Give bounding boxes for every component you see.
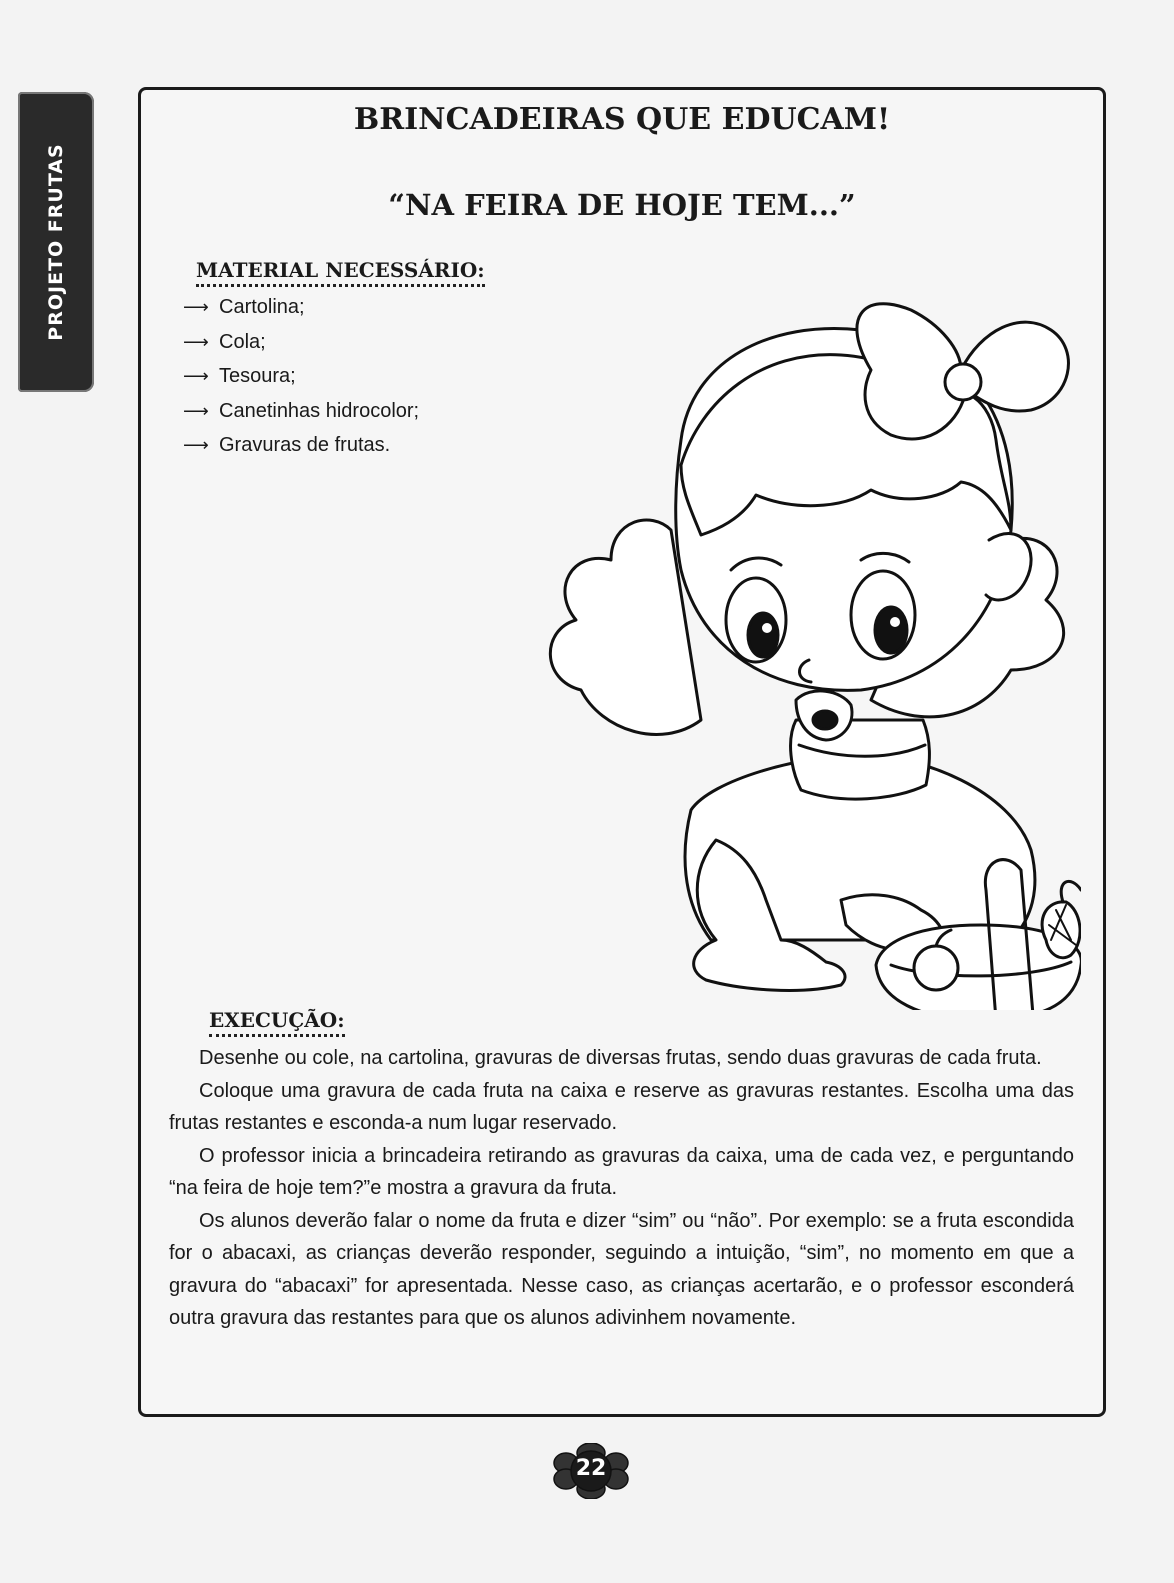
execution-text [169, 1042, 1074, 1335]
execution-paragraph: O professor inicia a brincadeira retirando as gravuras da caixa, uma de cada vez, e perguntando “na feira de hoje tem?”e mostra a gravura da fruta. [169, 1144, 1074, 1199]
arrow-right-icon: ⟶ [183, 435, 209, 455]
material-label: Cartolina; [219, 296, 305, 318]
list-item [183, 290, 419, 325]
material-label: Cola; [219, 330, 266, 353]
material-label: Tesoura; [219, 365, 296, 387]
list-item [183, 325, 419, 360]
side-tab-label: PROJETO FRUTAS [45, 143, 67, 341]
execution-heading: EXECUÇÃO: [209, 1008, 345, 1037]
material-label: Canetinhas hidrocolor; [219, 399, 420, 422]
side-tab [18, 92, 94, 392]
activity-title: “NA FEIRA DE HOJE TEM...” [388, 188, 856, 222]
execution-paragraph: Coloque uma gravura de cada fruta na caixa e reserve as gravuras restantes. Escolha uma das frutas restantes e esconda-a num lugar reservado. [169, 1079, 1074, 1134]
arrow-right-icon: ⟶ [183, 297, 209, 317]
page-title: BRINCADEIRAS QUE EDUCAM! [353, 102, 891, 137]
materials-heading: MATERIAL NECESSÁRIO: [196, 258, 485, 287]
list-item [183, 394, 419, 429]
activity-frame [138, 87, 1106, 1417]
list-item [183, 359, 419, 394]
list-item [183, 428, 419, 463]
page-number: 22 [575, 1456, 607, 1481]
girl-with-fruit-basket-illustration [541, 250, 1081, 1010]
materials-list [183, 290, 419, 463]
arrow-right-icon: ⟶ [183, 400, 209, 421]
execution-paragraph: Desenhe ou cole, na cartolina, gravuras de diversas frutas, sendo duas gravuras de cada fruta. [199, 1047, 1042, 1069]
arrow-right-icon: ⟶ [183, 366, 209, 386]
arrow-right-icon: ⟶ [183, 331, 209, 352]
execution-paragraph: Os alunos deverão falar o nome da fruta e dizer “sim” ou “não”. Por exemplo: se a fruta escondida for o abacaxi, as crianças deverão responder, seguindo a intuição, “sim”, no momento em que a gravura do “abacaxi” for apresentada. Nesse caso, as crianças acertarão, e o professor esconderá outra gravura das restantes para que os alunos adivinhem novamente. [169, 1209, 1074, 1329]
material-label: Gravuras de frutas. [219, 434, 391, 456]
